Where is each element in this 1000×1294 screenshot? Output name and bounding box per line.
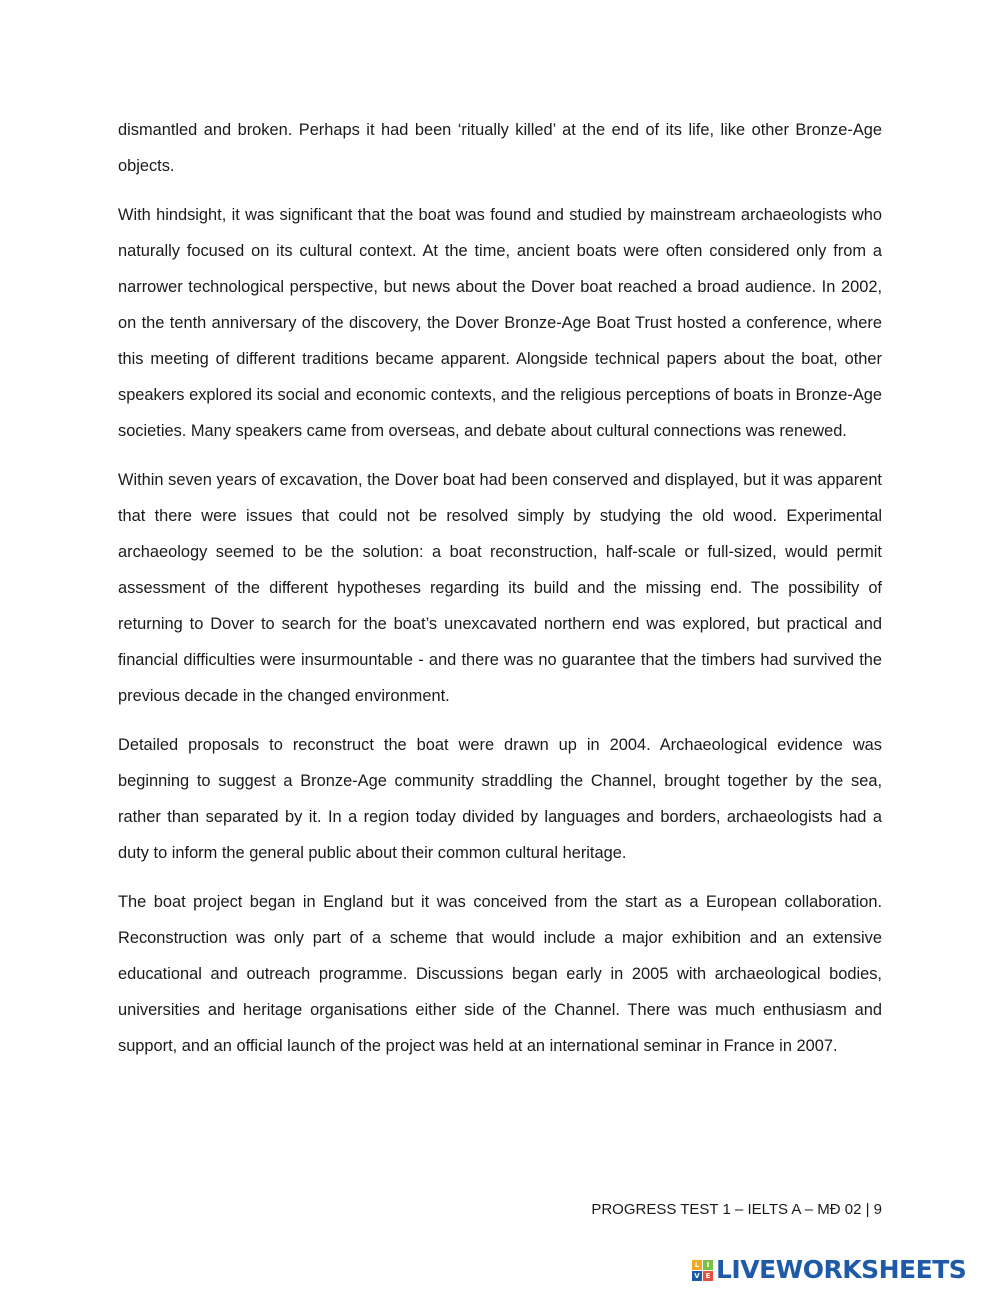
logo-mark-letter: I — [703, 1260, 713, 1270]
paragraph-4: Detailed proposals to reconstruct the boat were drawn up in 2004. Archaeological evidence was beginning to suggest a Bronze-Age community straddling the Channel, brought together by the sea, rather than separated by it. In a region today divided by languages and borders, archaeologists had a duty to inform the general public about their common cultural heritage. — [118, 736, 882, 862]
logo-mark-letter: L — [692, 1260, 702, 1270]
paragraph-5: The boat project began in England but it was conceived from the start as a European collaboration. Reconstruction was only part of a scheme that would include a major exhibition and an extensive educational and outreach programme. Discussions began early in 2005 with archaeological bodies, universities and heritage organisations either side of the Channel. There was much enthusiasm and support, and an official launch of the project was held at an international seminar in France in 2007. — [118, 893, 882, 1055]
logo-mark-letter: E — [703, 1271, 713, 1281]
paragraph-1: dismantled and broken. Perhaps it had been ‘ritually killed’ at the end of its life, like other Bronze-Age objects. — [118, 121, 882, 175]
liveworksheets-logo[interactable] — [692, 1256, 966, 1284]
logo-mark-letter: V — [692, 1271, 702, 1281]
page-footer: PROGRESS TEST 1 – IELTS A – MĐ 02 | 9 — [591, 1201, 882, 1218]
paragraph-3: Within seven years of excavation, the Dover boat had been conserved and displayed, but it was apparent that there were issues that could not be resolved simply by studying the old wood. Experimental archaeology seemed to be the solution: a boat reconstruction, half-scale or full-sized, would permit assessment of the different hypotheses regarding its build and the missing end. The possibility of returning to Dover to search for the boat’s unexcavated northern end was explored, but practical and financial difficulties were insurmountable - and there was no guarantee that the timbers had survived the previous decade in the changed environment. — [118, 471, 882, 705]
document-body — [118, 112, 882, 1077]
logo-mark-icon — [692, 1260, 713, 1281]
logo-text: LIVEWORKSHEETS — [716, 1255, 967, 1284]
paragraph-2: With hindsight, it was significant that the boat was found and studied by mainstream archaeologists who naturally focused on its cultural context. At the time, ancient boats were often considered only from a narrower technological perspective, but news about the Dover boat reached a broad audience. In 2002, on the tenth anniversary of the discovery, the Dover Bronze-Age Boat Trust hosted a conference, where this meeting of different traditions became apparent. Alongside technical papers about the boat, other speakers explored its social and economic contexts, and the religious perceptions of boats in Bronze-Age societies. Many speakers came from overseas, and debate about cultural connections was renewed. — [118, 206, 882, 440]
